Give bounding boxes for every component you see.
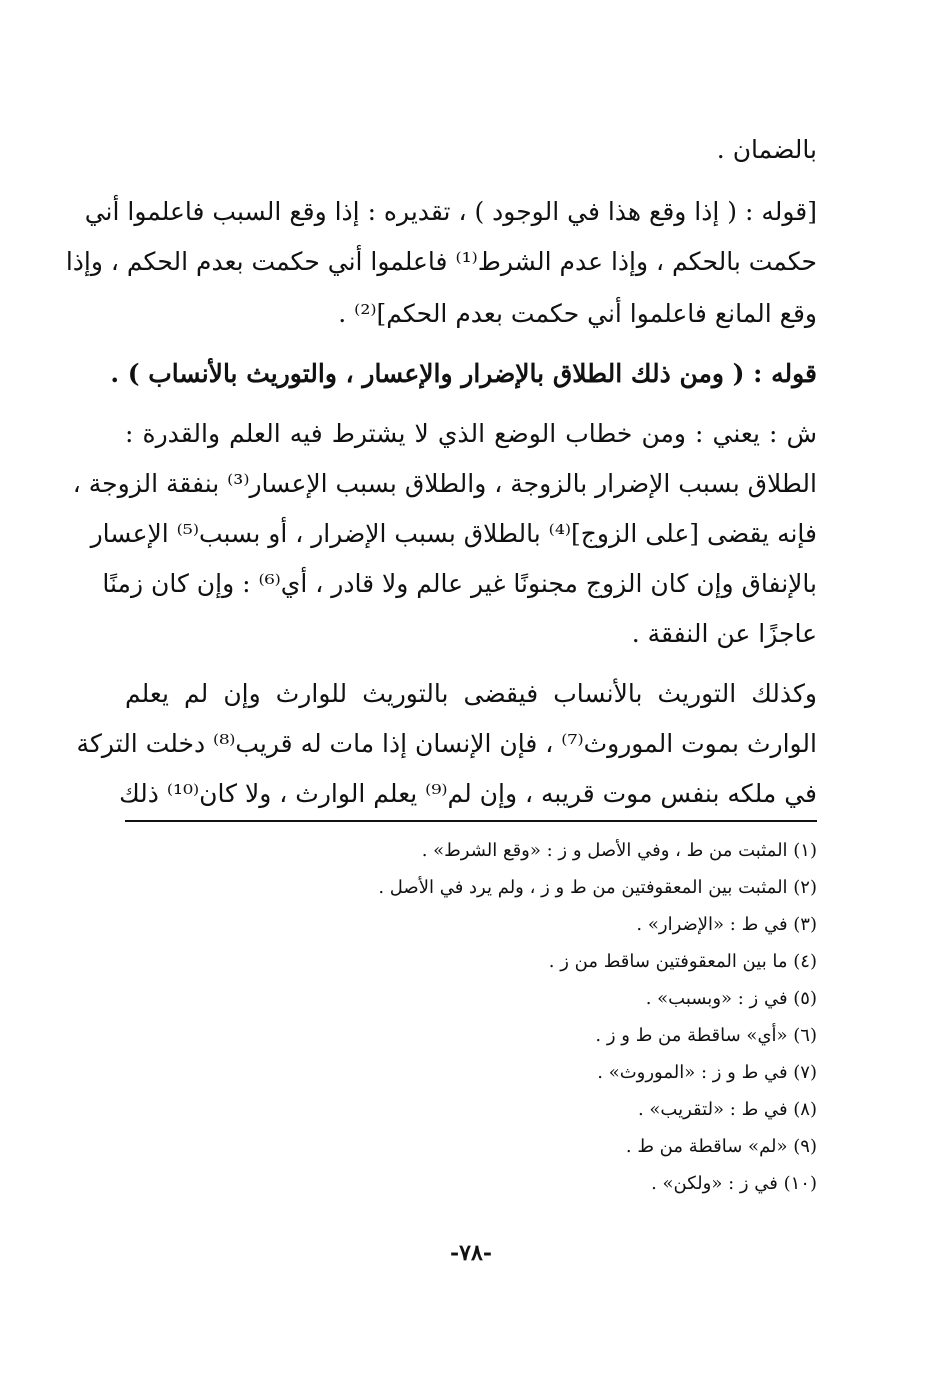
body-line: وكذلك التوريث بالأنساب فيقضى بالتوريث للوارث وإن لم يعلم xyxy=(125,679,817,708)
footnote: (١) المثبت من ط ، وفي الأصل و ز : «وقع الشرط» . xyxy=(421,840,817,861)
body-line: الوارث بموت الموروث⁽⁷⁾ ، فإن الإنسان إذا مات له قريب⁽⁸⁾ دخلت التركة xyxy=(76,729,817,758)
body-line: فإنه يقضى [على الزوج]⁽⁴⁾ بالطلاق بسبب الإضرار ، أو بسبب⁽⁵⁾ الإعسار xyxy=(90,519,817,548)
footnote: (٦) «أي» ساقطة من ط و ز . xyxy=(595,1025,817,1046)
footnote: (٩) «لم» ساقطة من ط . xyxy=(625,1136,817,1157)
footnote: (٤) ما بين المعقوفتين ساقط من ز . xyxy=(548,951,817,972)
page-number: -٧٨- xyxy=(450,1240,492,1266)
body-line: ش : يعني : ومن خطاب الوضع الذي لا يشترط فيه العلم والقدرة : xyxy=(125,419,817,448)
footnote-divider xyxy=(125,820,817,822)
body-line: بالضمان . xyxy=(716,135,817,164)
body-line: بالإنفاق وإن كان الزوج مجنونًا غير عالم ولا قادر ، أي⁽⁶⁾ : وإن كان زمنًا xyxy=(102,569,817,598)
footnote: (٣) في ط : «الإضرار» . xyxy=(636,914,817,935)
footnote: (٨) في ط : «لتقريب» . xyxy=(637,1099,817,1120)
body-line: [قوله : ( إذا وقع هذا في الوجود ) ، تقديره : إذا وقع السبب فاعلموا أني xyxy=(84,197,817,226)
body-line: في ملكه بنفس موت قريبه ، وإن لم⁽⁹⁾ يعلم الوارث ، ولا كان⁽¹⁰⁾ ذلك xyxy=(119,779,817,808)
body-line: قوله : ( ومن ذلك الطلاق بالإضرار والإعسار ، والتوريث بالأنساب ) . xyxy=(110,359,817,388)
footnote: (٥) في ز : «وبسبب» . xyxy=(645,988,817,1009)
footnote: (٢) المثبت بين المعقوفتين من ط و ز ، ولم يرد في الأصل . xyxy=(378,877,817,898)
body-line: وقع المانع فاعلموا أني حكمت بعدم الحكم]⁽²⁾ . xyxy=(338,299,817,328)
body-line: حكمت بالحكم ، وإذا عدم الشرط⁽¹⁾ فاعلموا أني حكمت بعدم الحكم ، وإذا xyxy=(65,247,817,276)
footnote: (١٠) في ز : «ولكن» . xyxy=(651,1173,817,1194)
body-line: الطلاق بسبب الإضرار بالزوجة ، والطلاق بسبب الإعسار⁽³⁾ بنفقة الزوجة ، xyxy=(72,469,817,498)
body-line: عاجزًا عن النفقة . xyxy=(631,619,817,648)
footnote: (٧) في ط و ز : «الموروث» . xyxy=(597,1062,817,1083)
